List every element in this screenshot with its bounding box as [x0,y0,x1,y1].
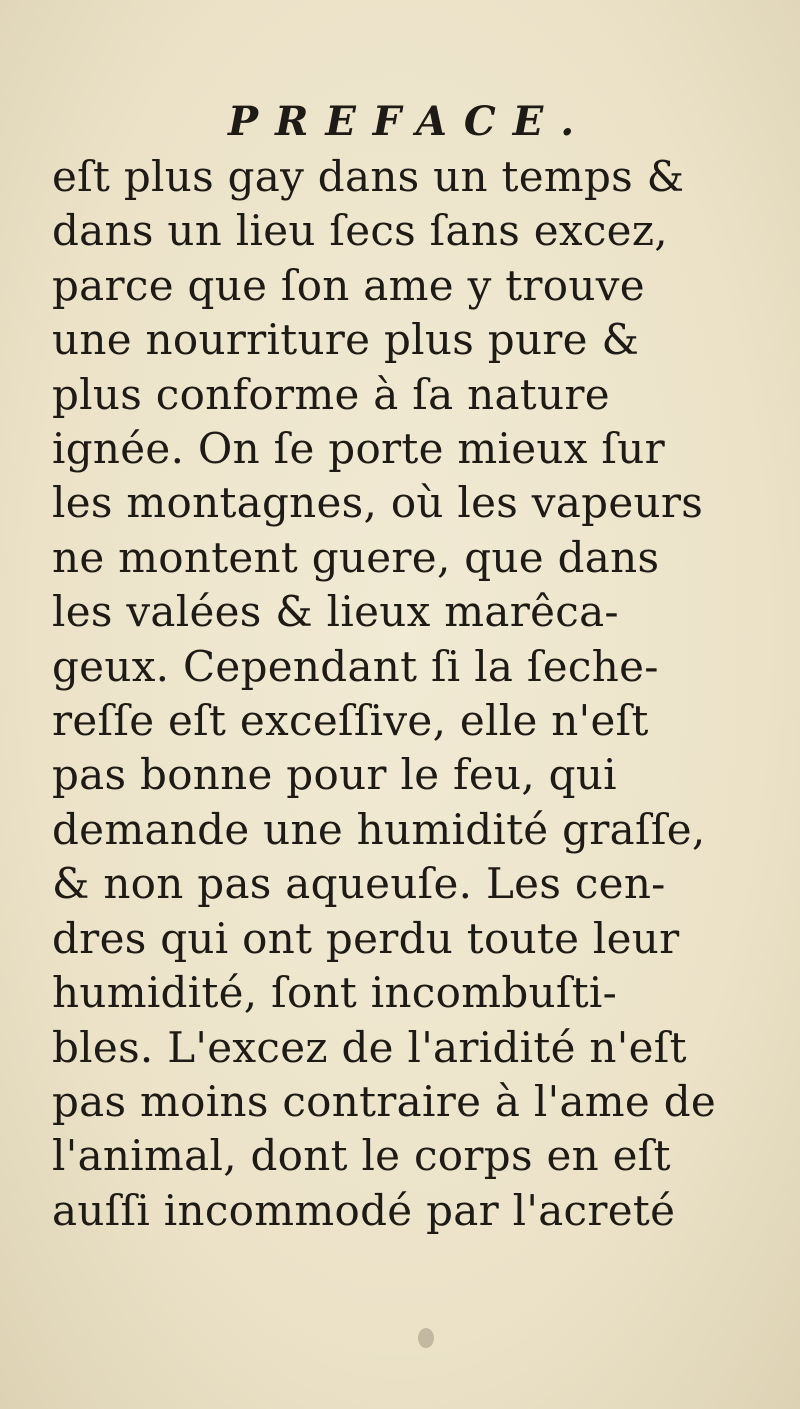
text-line: les valées & lieux marêca- [52,587,619,637]
text-line: humidité, ſont incombuſti- [52,968,618,1018]
text-line: demande une humidité graſſe, [52,804,706,854]
text-line: reſſe eſt exceſſive, elle n'eſt [52,696,649,746]
text-line: plus conforme à ſa nature [52,369,610,419]
text-line: ne montent guere, que dans [52,532,660,582]
text-line: dres qui ont perdu toute leur [52,913,680,963]
text-line: geux. Cependant ſi la ſeche- [52,641,659,691]
running-title: PREFACE. [228,98,592,145]
text-line: eſt plus gay dans un temps & [52,152,685,201]
text-line: les montagnes, où les vapeurs [52,478,704,528]
text-line: parce que ſon ame y trouve [52,260,645,310]
text-line: une nourriture plus pure & [52,315,640,365]
text-line: l'animal, dont le corps en eſt [52,1131,671,1181]
text-line: & non pas aqueuſe. Les cen- [52,859,666,909]
body-text [52,150,717,1238]
text-line: auſſi incommodé par l'acreté [52,1185,676,1235]
text-line: pas bonne pour le feu, qui [52,750,617,800]
text-line: ignée. On ſe porte mieux ſur [52,424,665,474]
text-line: bles. L'excez de l'aridité n'eſt [52,1022,687,1072]
text-line: pas moins contraire à l'ame de [52,1076,717,1126]
text-line: dans un lieu ſecs ſans excez, [52,206,668,256]
ink-speck [418,1328,434,1348]
